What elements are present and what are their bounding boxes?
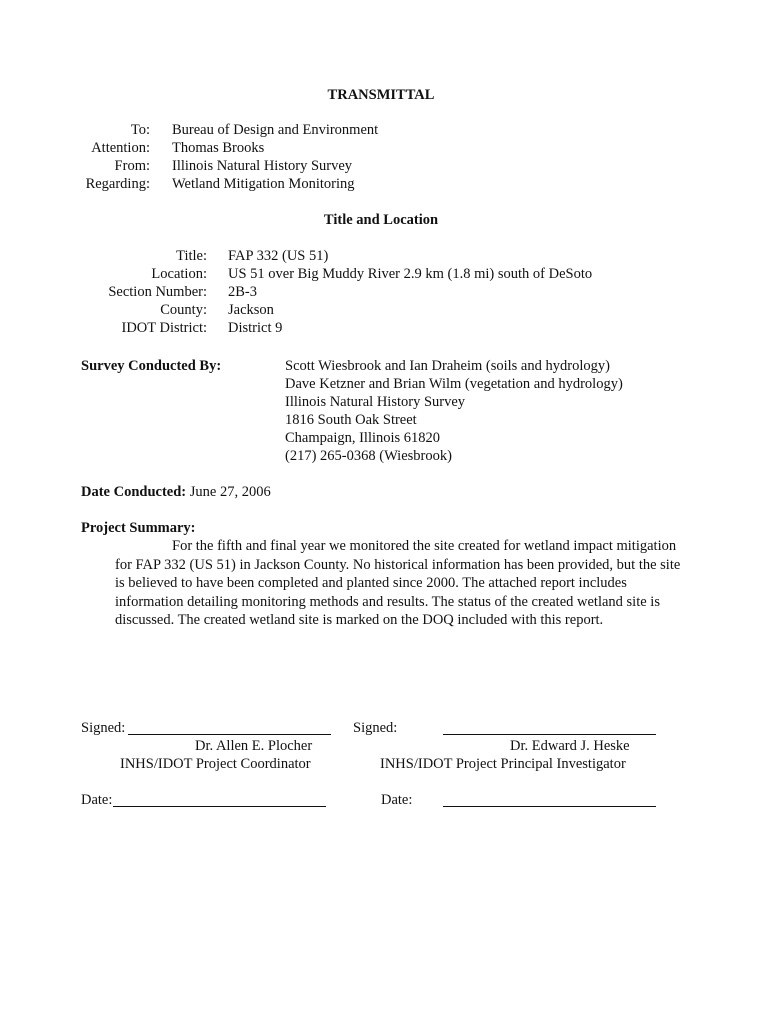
title-location-heading: Title and Location — [323, 212, 439, 228]
field-section-label: Section Number: — [108, 284, 207, 300]
field-location-value: US 51 over Big Muddy River 2.9 km (1.8 mi) south of DeSoto — [228, 266, 593, 282]
date-label-left: Date: — [81, 792, 113, 808]
signed-label-left: Signed: — [81, 720, 126, 736]
project-summary-text: For the fifth and final year we monitored the site created for wetland impact mitigation for FAP 332 (US 51) in Jackson County. No historical information has been provided, but the site is believed to have been completed and planted since 2000. The attached report includes information detailing monitoring methods and results. The status of the created wetland site is discussed. The created wetland site is marked on the DOQ included with this report. — [115, 538, 681, 628]
date-line-right[interactable] — [443, 806, 656, 807]
header-attention-label: Attention: — [91, 140, 150, 156]
signer-role-left: INHS/IDOT Project Coordinator — [120, 756, 311, 772]
survey-line: Dave Ketzner and Brian Wilm (vegetation and hydrology) — [285, 376, 623, 392]
survey-line: (217) 265-0368 (Wiesbrook) — [285, 448, 452, 464]
signed-label-right: Signed: — [353, 720, 398, 736]
signer-role-right: INHS/IDOT Project Principal Investigator — [380, 756, 626, 772]
field-title-label: Title: — [176, 248, 207, 264]
date-label-right: Date: — [381, 792, 413, 808]
survey-line: Illinois Natural History Survey — [285, 394, 466, 410]
field-section-value: 2B-3 — [228, 284, 257, 300]
survey-line: Scott Wiesbrook and Ian Draheim (soils and hydrology) — [285, 358, 610, 374]
field-county-label: County: — [160, 302, 207, 318]
field-location-label: Location: — [151, 266, 207, 282]
field-district-label: IDOT District: — [121, 320, 207, 336]
date-conducted-value: June 27, 2006 — [189, 484, 271, 500]
project-summary-body — [115, 537, 685, 630]
field-district-value: District 9 — [228, 320, 283, 336]
header-from-label: From: — [114, 158, 150, 174]
project-summary-label: Project Summary: — [81, 520, 196, 536]
signer-name-left: Dr. Allen E. Plocher — [195, 738, 313, 754]
signer-name-right: Dr. Edward J. Heske — [510, 738, 630, 754]
signature-line-left[interactable] — [128, 734, 331, 735]
header-from-value: Illinois Natural History Survey — [172, 158, 353, 174]
survey-label: Survey Conducted By: — [81, 358, 222, 374]
field-county-value: Jackson — [228, 302, 274, 318]
header-regarding-label: Regarding: — [85, 176, 150, 192]
survey-line: 1816 South Oak Street — [285, 412, 417, 428]
survey-line: Champaign, Illinois 61820 — [285, 430, 441, 446]
header-regarding-value: Wetland Mitigation Monitoring — [172, 176, 355, 192]
field-title-value: FAP 332 (US 51) — [228, 248, 329, 264]
header-to-value: Bureau of Design and Environment — [172, 122, 379, 138]
date-conducted-label: Date Conducted: — [81, 484, 187, 500]
document-title: TRANSMITTAL — [327, 87, 435, 103]
date-conducted — [81, 483, 271, 501]
signature-line-right[interactable] — [443, 734, 656, 735]
header-attention-value: Thomas Brooks — [172, 140, 265, 156]
header-to-label: To: — [130, 122, 150, 138]
date-line-left[interactable] — [113, 806, 326, 807]
